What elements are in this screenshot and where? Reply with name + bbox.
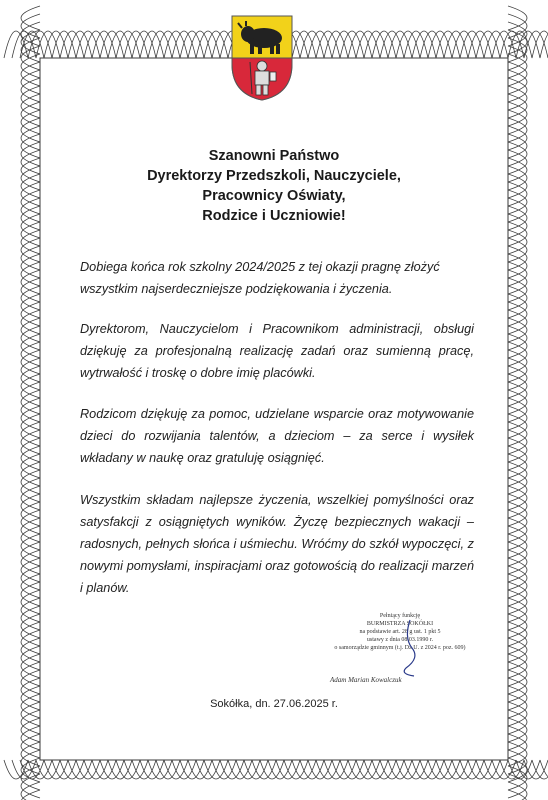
handwritten-signature — [390, 618, 430, 678]
paragraph-parents: Rodzicom dziękuję za pomoc, udzielane wsparcie oraz motywowanie dzieci do rozwijania talentów, a dzieciom – za serce i wysiłek wkładany w naukę oraz gratuluję osiągnięć. — [80, 407, 474, 465]
greeting-line: Szanowni Państwo — [208, 148, 340, 164]
greeting-line: Pracownicy Oświaty, — [202, 188, 346, 204]
coat-of-arms — [230, 14, 294, 102]
signatory-name: Adam Marian Kowalczuk — [330, 676, 402, 684]
paragraph-thanks: Dobiega końca rok szkolny 2024/2025 z tej okazji pragnę złożyć wszystkim najserdeczniejsze podziękowania i życzenia. — [80, 260, 440, 296]
greeting-heading — [60, 146, 488, 226]
stamp-line: BURMISTRZA SOKÓŁKI — [366, 621, 434, 627]
place-and-date: Sokółka, dn. 27.06.2025 r. — [210, 698, 338, 710]
paragraph-directors: Dyrektorom, Nauczycielom i Pracownikom administracji, obsługi dziękuję za profesjonalną realizację zadań oraz sumienną pracę, wytrwałość i troskę o dobre imię placówki. — [80, 322, 474, 380]
greeting-line: Rodzice i Uczniowie! — [202, 208, 346, 224]
stamp-line: ustawy z dnia 08.03.1990 r. — [366, 637, 434, 643]
stamp-line: o samorządzie gminnym (t.j. Dz.U. z 2024 r. poz. 609) — [334, 645, 466, 651]
stamp-line: na podstawie art. 28 g ust. 1 pkt 5 — [359, 629, 441, 635]
stamp-line: Pełniący funkcję — [379, 613, 421, 619]
paragraph-wishes: Wszystkim składam najlepsze życzenia, wszelkiej pomyślności oraz satysfakcji z osiągniętych wyników. Życzę bezpiecznych wakacji – radosnych, pełnych słońca i uśmiechu. Wróćmy do szkół wypoczęci, z nowymi pomysłami, inspiracjami oraz gotowością do realizacji marzeń i planów. — [80, 493, 474, 595]
greeting-line: Dyrektorzy Przedszkoli, Nauczyciele, — [147, 168, 401, 184]
